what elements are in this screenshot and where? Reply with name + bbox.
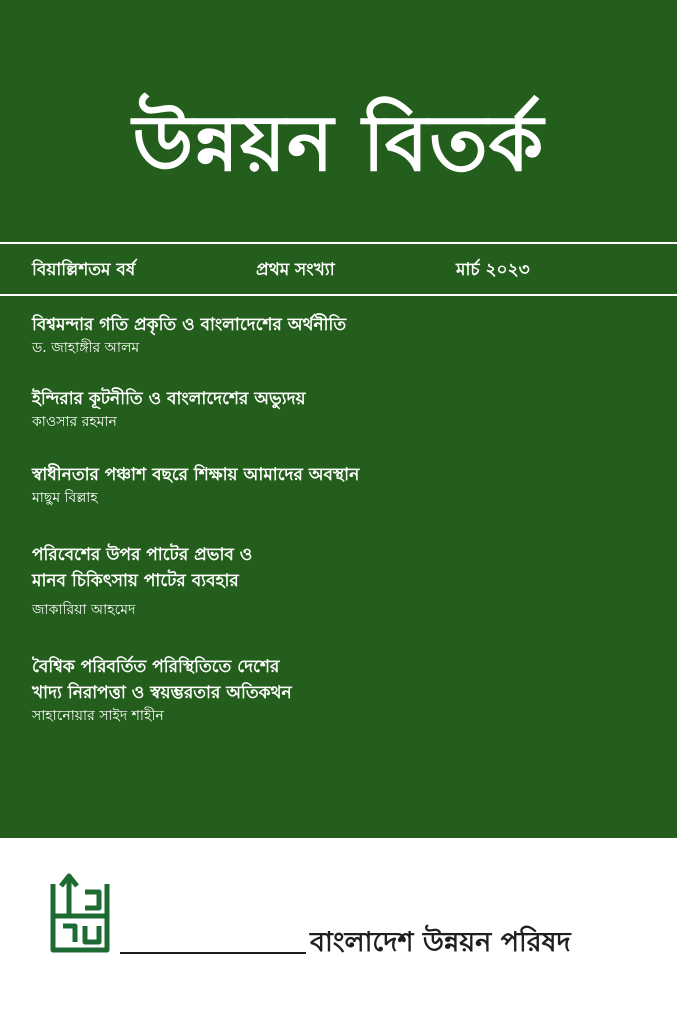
toc-entry-title: বিশ্বমন্দার গতি প্রকৃতি ও বাংলাদেশের অর্থনীতি — [32, 315, 347, 335]
toc-entry-title: স্বাধীনতার পঞ্চাশ বছরে শিক্ষায় আমাদের অবস্থান — [32, 465, 360, 485]
toc-entry-title: মানব চিকিৎসায় পাটের ব্যবহার — [32, 571, 239, 591]
publisher-name: বাংলাদেশ উন্নয়ন পরিষদ — [310, 927, 571, 958]
issue-info-row — [0, 255, 677, 285]
toc-entry-4 — [32, 542, 652, 620]
divider-bottom — [0, 294, 677, 296]
toc-entry-title: ইন্দিরার কূটনীতি ও বাংলাদেশের অভ্যুদয় — [32, 389, 306, 409]
toc-entry-3 — [32, 462, 652, 508]
toc-entry-2 — [32, 386, 652, 432]
issue-label: প্রথম সংখ্যা — [256, 260, 335, 280]
journal-title: উন্নয়ন বিতর্ক — [132, 99, 545, 189]
volume-label: বিয়াল্লিশতম বর্ষ — [32, 260, 136, 280]
date-label: মার্চ ২০২৩ — [456, 260, 530, 280]
publisher-rule — [120, 952, 306, 954]
toc-entry-1 — [32, 312, 652, 358]
toc-entry-author: কাওসার রহমান — [32, 414, 117, 430]
divider-top — [0, 242, 677, 244]
toc-entry-title: বৈশ্বিক পরিবর্তিত পরিস্থিতিতে দেশের — [32, 657, 280, 677]
toc-entry-author: ড. জাহাঙ্গীর আলম — [32, 340, 140, 356]
toc-entry-title: খাদ্য নিরাপত্তা ও স্বয়ম্ভরতার অতিকথন — [32, 683, 292, 703]
toc-entry-author: জাকারিয়া আহমেদ — [32, 602, 136, 618]
publisher-logo-icon — [47, 872, 113, 956]
toc-entry-author: মাছুম বিল্লাহ — [32, 490, 98, 506]
toc-entry-author: সাহানোয়ার সাইদ শাহীন — [32, 708, 164, 724]
toc-entry-title: পরিবেশের উপর পাটের প্রভাব ও — [32, 545, 253, 565]
toc-entry-5 — [32, 654, 652, 726]
